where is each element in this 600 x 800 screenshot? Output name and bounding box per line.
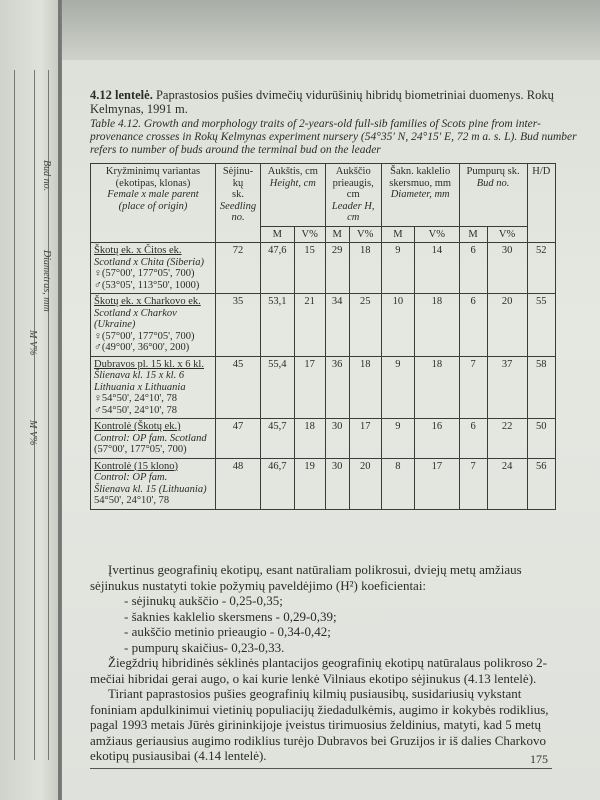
variant-line: Šlienava kl. 15 (Lithuania)	[94, 483, 207, 495]
cell-variant	[91, 419, 216, 459]
table-row	[91, 356, 556, 419]
coefficient-item: - aukščio metinio prieaugio - 0,34-0,42;	[124, 624, 560, 640]
table-title-en: Growth and morphology traits of 2-years-old full-sib families of Scots pine from inter-provenance crosses in Rokų Kelmynas experiment nursery (54°35' N, 24°15' E, 72 m a. s. L). Bud number refers to number of buds around the terminal bud on the leader	[90, 118, 577, 156]
cell-height-m: 55,4	[261, 356, 295, 419]
header-hd: H/D	[527, 164, 555, 243]
cell-diameter-v: 14	[415, 243, 460, 294]
variant-line: Šlienava kl. 15 x kl. 6	[94, 370, 185, 381]
cell-leader-v: 18	[349, 243, 381, 294]
cell-diameter-m: 9	[381, 356, 414, 419]
cell-diameter-v: 16	[415, 419, 460, 459]
cell-hd: 50	[527, 419, 555, 459]
table-number: 4.12 lentelė.	[90, 88, 153, 102]
cell-hd: 58	[527, 356, 555, 419]
cell-height-m: 45,7	[261, 419, 295, 459]
facing-page	[0, 0, 59, 800]
cell-variant	[91, 356, 216, 419]
cell-buds-v: 30	[487, 243, 527, 294]
variant-line: Kontrolė (Škotų ek.)	[94, 421, 181, 432]
variant-line: ♂(49°00', 36°00', 200)	[94, 342, 190, 353]
cell-height-m: 46,7	[261, 458, 295, 509]
facing-page-fragment: M V%	[27, 420, 38, 446]
variant-line: Scotland x Chita (Siberia)	[94, 256, 204, 268]
coefficient-item: - sėjinukų aukščio - 0,25-0,35;	[124, 593, 560, 609]
cell-leader-v: 18	[349, 356, 381, 419]
table-row	[91, 419, 556, 459]
cell-variant	[91, 294, 216, 357]
cell-height-m: 53,1	[261, 294, 295, 357]
body-text	[90, 562, 560, 764]
intro-paragraph: Įvertinus geografinių ekotipų, esant natūraliam polikrosui, dviejų metų amžiaus sėjinukus nustatyti tokie požymių paveldėjimo (H²) koeficientai:	[90, 562, 522, 593]
cell-height-m: 47,6	[261, 243, 295, 294]
cell-seedlings: 45	[216, 356, 261, 419]
coefficient-item: - pumpurų skaičius- 0,23-0,33.	[124, 640, 560, 656]
cell-buds-m: 7	[459, 458, 487, 509]
cell-height-v: 17	[294, 356, 325, 419]
cell-leader-m: 36	[325, 356, 349, 419]
cell-seedlings: 35	[216, 294, 261, 357]
table-body	[91, 243, 556, 510]
subheader-m: M	[261, 226, 295, 243]
header-buds: Pumpurų sk. Bud no.	[459, 164, 527, 227]
book-page	[62, 0, 600, 800]
cell-buds-v: 22	[487, 419, 527, 459]
cell-leader-v: 20	[349, 458, 381, 509]
facing-page-fragment: M V%	[27, 330, 38, 356]
cell-height-v: 19	[294, 458, 325, 509]
cell-seedlings: 47	[216, 419, 261, 459]
cell-diameter-m: 9	[381, 243, 414, 294]
variant-line: ♀(57°00', 177°05', 700)	[94, 268, 195, 279]
cell-seedlings: 72	[216, 243, 261, 294]
cell-leader-m: 29	[325, 243, 349, 294]
table-row	[91, 243, 556, 294]
table-label-en: Table 4.12.	[90, 118, 142, 130]
coefficient-item: - šaknies kaklelio skersmens - 0,29-0,39;	[124, 609, 560, 625]
subheader-m: M	[459, 226, 487, 243]
paragraph-3: Tiriant paprastosios pušies geografinių kilmių pusiausibų, susidariusių vykstant foniniam apdulkinimui vietinių populiacijų žiedadulkėmis, augimo ir kokybės rodiklius, pagal 1993 metais Jūrės girininkijoje įveistus tirimuosius želdinius, matyti, kad 5 metų amžiaus geriausius augimo rodiklius turėjo Dubravos bei Gruzijos ir iš dalies Charkovo ekotipų pusiausibai (4.14 lentelė).	[90, 686, 549, 763]
cell-diameter-v: 17	[415, 458, 460, 509]
subheader-m: M	[381, 226, 414, 243]
cell-buds-m: 6	[459, 294, 487, 357]
cell-diameter-v: 18	[415, 356, 460, 419]
variant-line: (57°00', 177°05', 700)	[94, 444, 187, 455]
page-number: 175	[530, 752, 548, 766]
cell-hd: 56	[527, 458, 555, 509]
table-row	[91, 458, 556, 509]
cell-hd: 52	[527, 243, 555, 294]
cell-buds-v: 24	[487, 458, 527, 509]
cell-diameter-m: 8	[381, 458, 414, 509]
variant-line: Škotų ek. x Čitos ek.	[94, 245, 182, 256]
cell-buds-m: 6	[459, 419, 487, 459]
variant-line: Lithuania x Lithuania	[94, 381, 186, 393]
variant-line: Scotland x Charkov	[94, 307, 177, 319]
cell-diameter-m: 10	[381, 294, 414, 357]
cell-diameter-m: 9	[381, 419, 414, 459]
variant-line: ♀(57°00', 177°05', 700)	[94, 330, 195, 342]
variant-line: ♀54°50', 24°10', 78	[94, 393, 178, 404]
variant-line: ♂54°50', 24°10', 78	[94, 404, 178, 416]
cell-leader-m: 30	[325, 458, 349, 509]
table-caption-en	[90, 118, 582, 157]
paragraph-2: Žiegždrių hibridinės sėklinės plantacijos geografinių ekotipų natūralaus polikroso 2-mečiai hibridai gerai augo, o kai kurie lenkė Vilniaus ekotipo sėjinukus (4.13 lentelė).	[90, 655, 548, 686]
cell-hd: 55	[527, 294, 555, 357]
cell-leader-v: 17	[349, 419, 381, 459]
cell-leader-m: 30	[325, 419, 349, 459]
page-top-edge	[62, 0, 600, 60]
variant-line: ♂(53°05', 113°50', 1000)	[94, 279, 200, 291]
variant-line: Škotų ek. x Charkovo ek.	[94, 296, 201, 307]
variant-line: Dubravos pl. 15 kl. x 6 kl.	[94, 358, 204, 370]
cell-height-v: 15	[294, 243, 325, 294]
footer-rule	[90, 768, 552, 769]
subheader-v: V%	[294, 226, 325, 243]
variant-line: Kontrolė (15 klono)	[94, 460, 178, 472]
subheader-v: V%	[415, 226, 460, 243]
table-caption-lt	[90, 88, 582, 116]
subheader-v: V%	[487, 226, 527, 243]
variant-line: (Ukraine)	[94, 319, 136, 330]
cell-seedlings: 48	[216, 458, 261, 509]
cell-height-v: 18	[294, 419, 325, 459]
cell-variant	[91, 243, 216, 294]
cell-buds-v: 20	[487, 294, 527, 357]
variant-line: Control: OP fam. Scotland	[94, 432, 207, 444]
table-title-lt: Paprastosios pušies dvimečių vidurūšinių hibridų biometriniai duomenys. Rokų Kelmynas, 1991 m.	[90, 88, 554, 116]
cell-buds-m: 6	[459, 243, 487, 294]
facing-page-fragment: Bud no.	[41, 160, 52, 192]
header-diameter: Šakn. kaklelio skersmuo, mm Diameter, mm	[381, 164, 459, 227]
facing-page-rule	[34, 70, 35, 760]
header-variant: Kryžminimų variantas (ekotipas, klonas) Female x male parent (place of origin)	[91, 164, 216, 243]
header-height: Aukštis, cm Height, cm	[261, 164, 326, 227]
facing-page-fragment: Diametras, mm	[41, 250, 52, 312]
facing-page-rule	[14, 70, 15, 760]
variant-line: 54°50', 24°10', 78	[94, 495, 170, 506]
biometric-table	[90, 163, 556, 510]
variant-line: Control: OP fam.	[94, 472, 168, 483]
subheader-m: M	[325, 226, 349, 243]
coefficient-list	[90, 593, 560, 655]
table-row	[91, 294, 556, 357]
cell-variant	[91, 458, 216, 509]
table-section	[90, 88, 582, 510]
cell-buds-m: 7	[459, 356, 487, 419]
cell-leader-m: 34	[325, 294, 349, 357]
header-seedlings: Sėjinu- kų sk. Seedling no.	[216, 164, 261, 243]
cell-buds-v: 37	[487, 356, 527, 419]
subheader-v: V%	[349, 226, 381, 243]
cell-leader-v: 25	[349, 294, 381, 357]
cell-diameter-v: 18	[415, 294, 460, 357]
cell-height-v: 21	[294, 294, 325, 357]
header-leader: Aukščio prieaugis, cm Leader H, cm	[325, 164, 381, 227]
